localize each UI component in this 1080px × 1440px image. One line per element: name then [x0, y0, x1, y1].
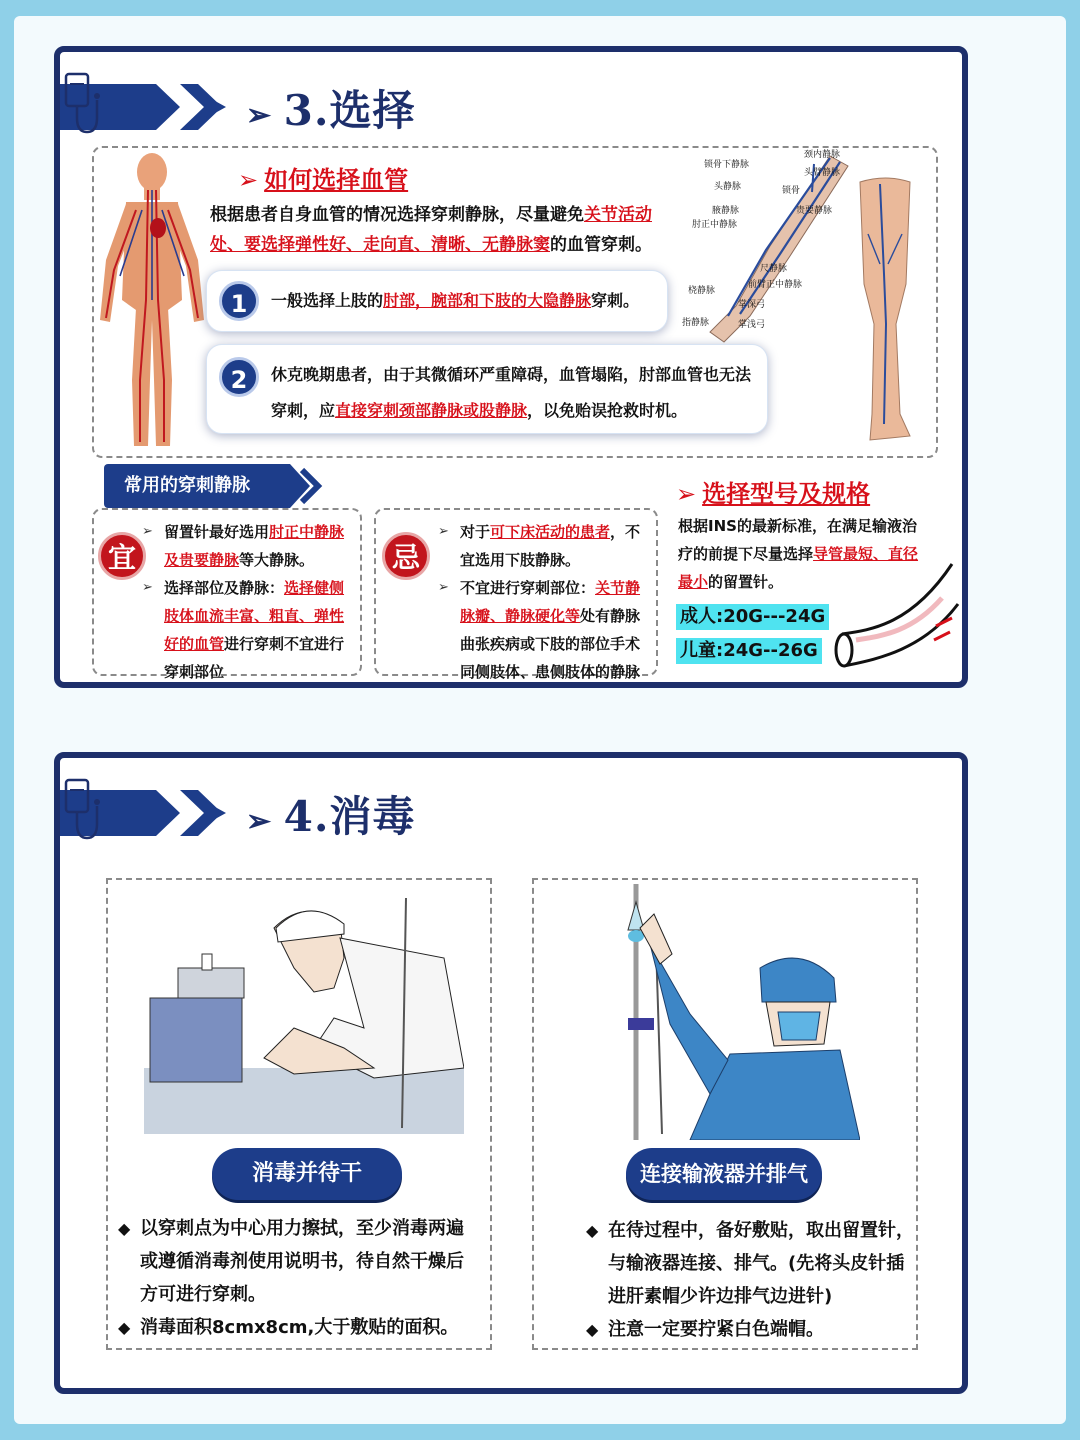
vein-label: 掌深弓 [738, 300, 766, 310]
list-item: ➢ 留置针最好选用肘正中静脉及贵要静脉等大静脉。 [142, 518, 356, 574]
list-item: ◆ 以穿刺点为中心用力擦拭，至少消毒两遍或遵循消毒剂使用说明书，待自然干燥后方可进行穿刺。 [118, 1212, 478, 1311]
spec-paragraph: 根据INS的最新标准，在满足输液治疗的前提下尽量选择导管最短、直径最小的留置针。 [678, 517, 919, 591]
guideline-item-1 [206, 270, 668, 332]
vein-label: 腋静脉 [712, 206, 740, 216]
recommended-list [142, 518, 356, 686]
list-item: ◆ 在待过程中，备好敷贴，取出留置针，与输液器连接、排气。(先将头皮针插进肝素帽少许边排气边进针) [586, 1214, 918, 1313]
list-item: ➢ 选择部位及静脉：选择健侧肢体血流丰富、粗直、弹性好的血管进行穿刺不宜进行穿刺部位 [142, 574, 356, 686]
section-title-row [60, 70, 962, 150]
vein-label: 头静脉 [714, 182, 742, 192]
list-item: ➢ 对于可下床活动的患者，不宜选用下肢静脉。 [438, 518, 652, 574]
catheter-illustration [832, 560, 962, 668]
vein-label: 掌浅弓 [738, 320, 766, 330]
disinfect-notes [118, 1212, 478, 1344]
vein-label: 桡静脉 [688, 286, 716, 296]
connect-notes [586, 1214, 918, 1346]
circulatory-system-figure [96, 150, 208, 456]
vein-label: 锁骨下静脉 [704, 160, 750, 170]
connect-step-button: 连接输液器并排气 [626, 1148, 822, 1200]
section-title-row [60, 776, 962, 856]
section-choose-card [54, 46, 968, 688]
intro-paragraph: 根据患者自身血管的情况选择穿刺静脉，尽量避免关节活动处、要选择弹性好、走向直、清晰、无静脉窦的血管穿刺。 [210, 205, 652, 255]
section-title: ➢ 4.消毒 [246, 792, 416, 841]
section-title: ➢ 3.选择 [246, 86, 416, 135]
vein-label: 尺静脉 [760, 264, 788, 274]
vein-label: 贵要静脉 [796, 206, 833, 216]
child-gauge: 儿童:24G--26G [676, 638, 822, 664]
iv-bag-icon [60, 776, 106, 846]
vein-label: 头臂静脉 [804, 168, 841, 178]
guideline-item-2 [206, 344, 768, 434]
spec-heading: ➢ 选择型号及规格 [676, 480, 871, 508]
disinfect-step-button: 消毒并待干 [212, 1148, 402, 1200]
avoid-badge: 忌 [382, 532, 430, 580]
step-number: 1 [219, 281, 259, 321]
vein-label: 锁骨 [782, 186, 801, 196]
guideline-text: 一般选择上肢的肘部，腕部和下肢的大隐静脉穿刺。 [271, 291, 640, 310]
nurse-connecting-illustration [610, 884, 860, 1140]
guideline-text: 休克晚期患者，由于其微循环严重障碍，血管塌陷，肘部血管也无法穿刺，应直接穿刺颈部静脉或股静脉，以免贻误抢救时机。 [271, 365, 752, 420]
section-disinfect-card [54, 752, 968, 1394]
list-item: ◆ 注意一定要拧紧白色端帽。 [586, 1313, 918, 1346]
adult-gauge: 成人:20G---24G [676, 604, 829, 630]
how-to-choose-heading: ➢ 如何选择血管 [238, 166, 409, 194]
list-item: ◆ 消毒面积8cmx8cm,大于敷贴的面积。 [118, 1311, 478, 1344]
common-veins-banner: 常用的穿刺静脉 [104, 464, 290, 508]
leg-vein-diagram [850, 174, 920, 446]
step-number: 2 [219, 357, 259, 397]
nurse-disinfecting-illustration [144, 898, 464, 1134]
iv-bag-icon [60, 70, 106, 140]
vein-label: 指静脉 [682, 318, 710, 328]
vein-label: 肘正中静脉 [692, 220, 738, 230]
avoid-list [438, 518, 652, 686]
recommended-badge: 宜 [98, 532, 146, 580]
vein-label: 颈内静脉 [804, 150, 841, 160]
list-item: ➢ 不宜进行穿刺部位：关节静脉瓣、静脉硬化等处有静脉曲张疾病或下肢的部位手术同侧肢体、患侧肢体的静脉 [438, 574, 652, 686]
banner-chevron-icon [290, 464, 330, 508]
vein-label: 前臂正中静脉 [748, 280, 803, 290]
